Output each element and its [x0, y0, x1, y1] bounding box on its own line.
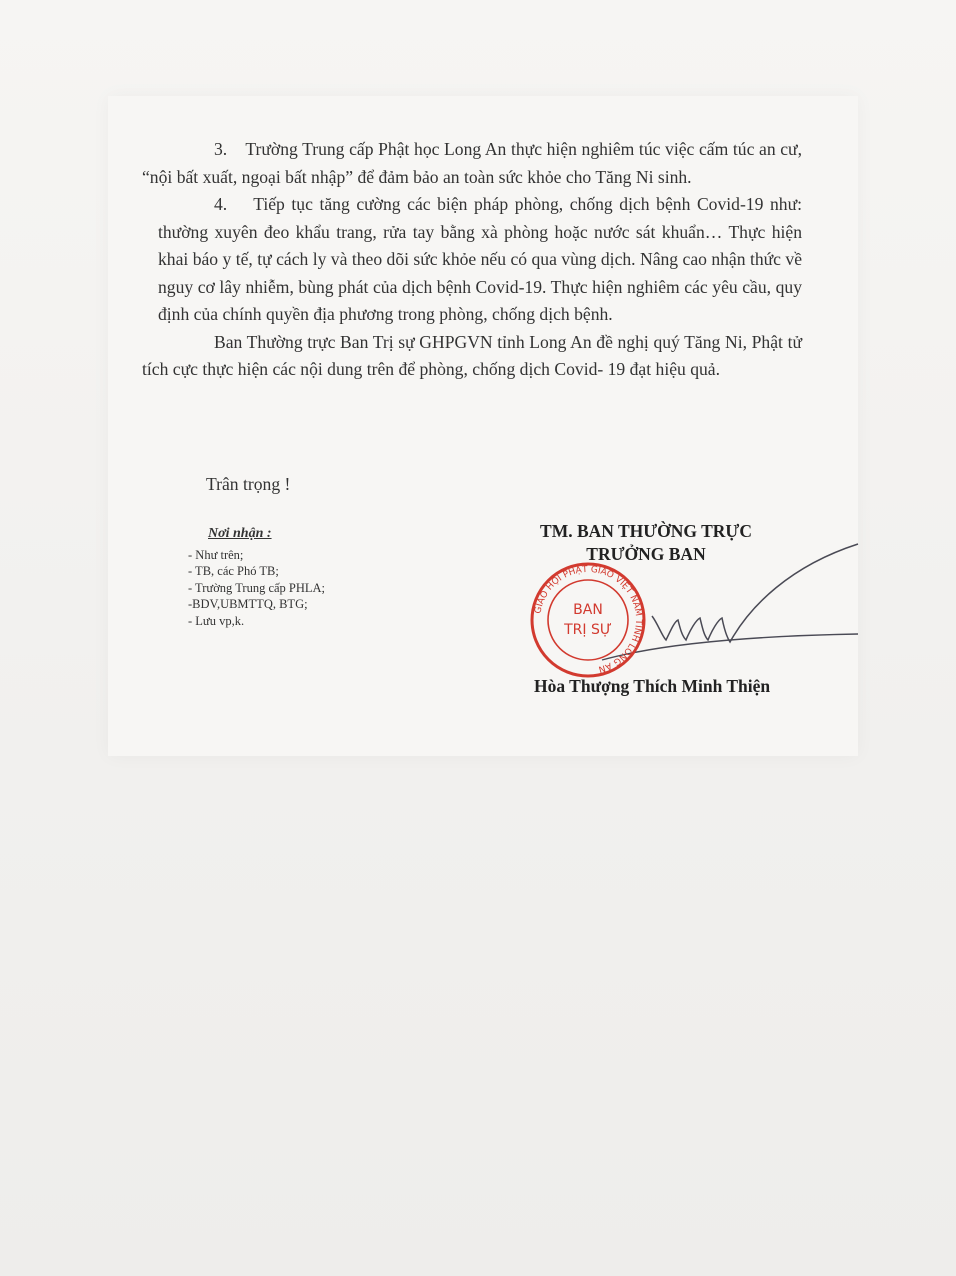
recipient-item: - Lưu vp,k. — [188, 613, 245, 628]
item-4-paragraph — [158, 191, 802, 329]
item-4-number: 4. — [214, 194, 228, 214]
signatory-title-line2: TRƯỞNG BAN — [586, 544, 706, 564]
seal-ring-text: GIÁO HỘI PHẬT GIÁO VIỆT NAM TỈNH LONG AN — [533, 564, 644, 674]
item-4-block — [142, 191, 802, 329]
item-3-paragraph — [142, 136, 802, 191]
item-3-number: 3. — [214, 139, 228, 159]
signatory-name: Hòa Thượng Thích Minh Thiện — [534, 676, 771, 696]
recipient-item: - Trường Trung cấp PHLA; — [188, 580, 326, 595]
seal-center-line2: TRỊ SỰ — [564, 622, 612, 638]
official-seal — [516, 562, 660, 678]
recipient-item: -BDV,UBMTTQ, BTG; — [188, 597, 308, 611]
recipients-block — [188, 526, 325, 629]
closing-line: Trân trọng ! — [206, 474, 291, 494]
signatory-title-line1: TM. BAN THƯỜNG TRỰC — [540, 521, 752, 541]
request-paragraph: Ban Thường trực Ban Trị sự GHPGVN tỉnh Long An đề nghị quý Tăng Ni, Phật tử tích cực thực hiện các nội dung trên để phòng, chống dịch Covid- 19 đạt hiệu quả. — [142, 331, 802, 379]
recipient-item: - TB, các Phó TB; — [188, 564, 279, 578]
recipient-item: - Như trên; — [188, 547, 244, 562]
item-4-text: Tiếp tục tăng cường các biện pháp phòng, chống dịch bệnh Covid-19 như: thường xuyên đeo khẩu trang, rửa tay bằng xà phòng hoặc nước sát khuẩn… Thực hiện khai báo y tế, tự cách ly và theo dõi sức khỏe nếu có qua vùng dịch. Nâng cao nhận thức về nguy cơ lây nhiễm, bùng phát của dịch bệnh Covid-19. Thực hiện nghiêm các yêu cầu, quy định của chính quyền địa phương trong phòng, chống dịch bệnh. — [158, 194, 802, 324]
document-body — [142, 136, 802, 384]
seal-center-line1: BAN — [573, 602, 603, 618]
recipients-title: Nơi nhận : — [208, 526, 272, 541]
item-3-text: Trường Trung cấp Phật học Long An thực hiện nghiêm túc việc cấm túc an cư, “nội bất xuất, ngoại bất nhập” để đảm bảo an toàn sức khỏe cho Tăng Ni sinh. — [142, 139, 802, 187]
